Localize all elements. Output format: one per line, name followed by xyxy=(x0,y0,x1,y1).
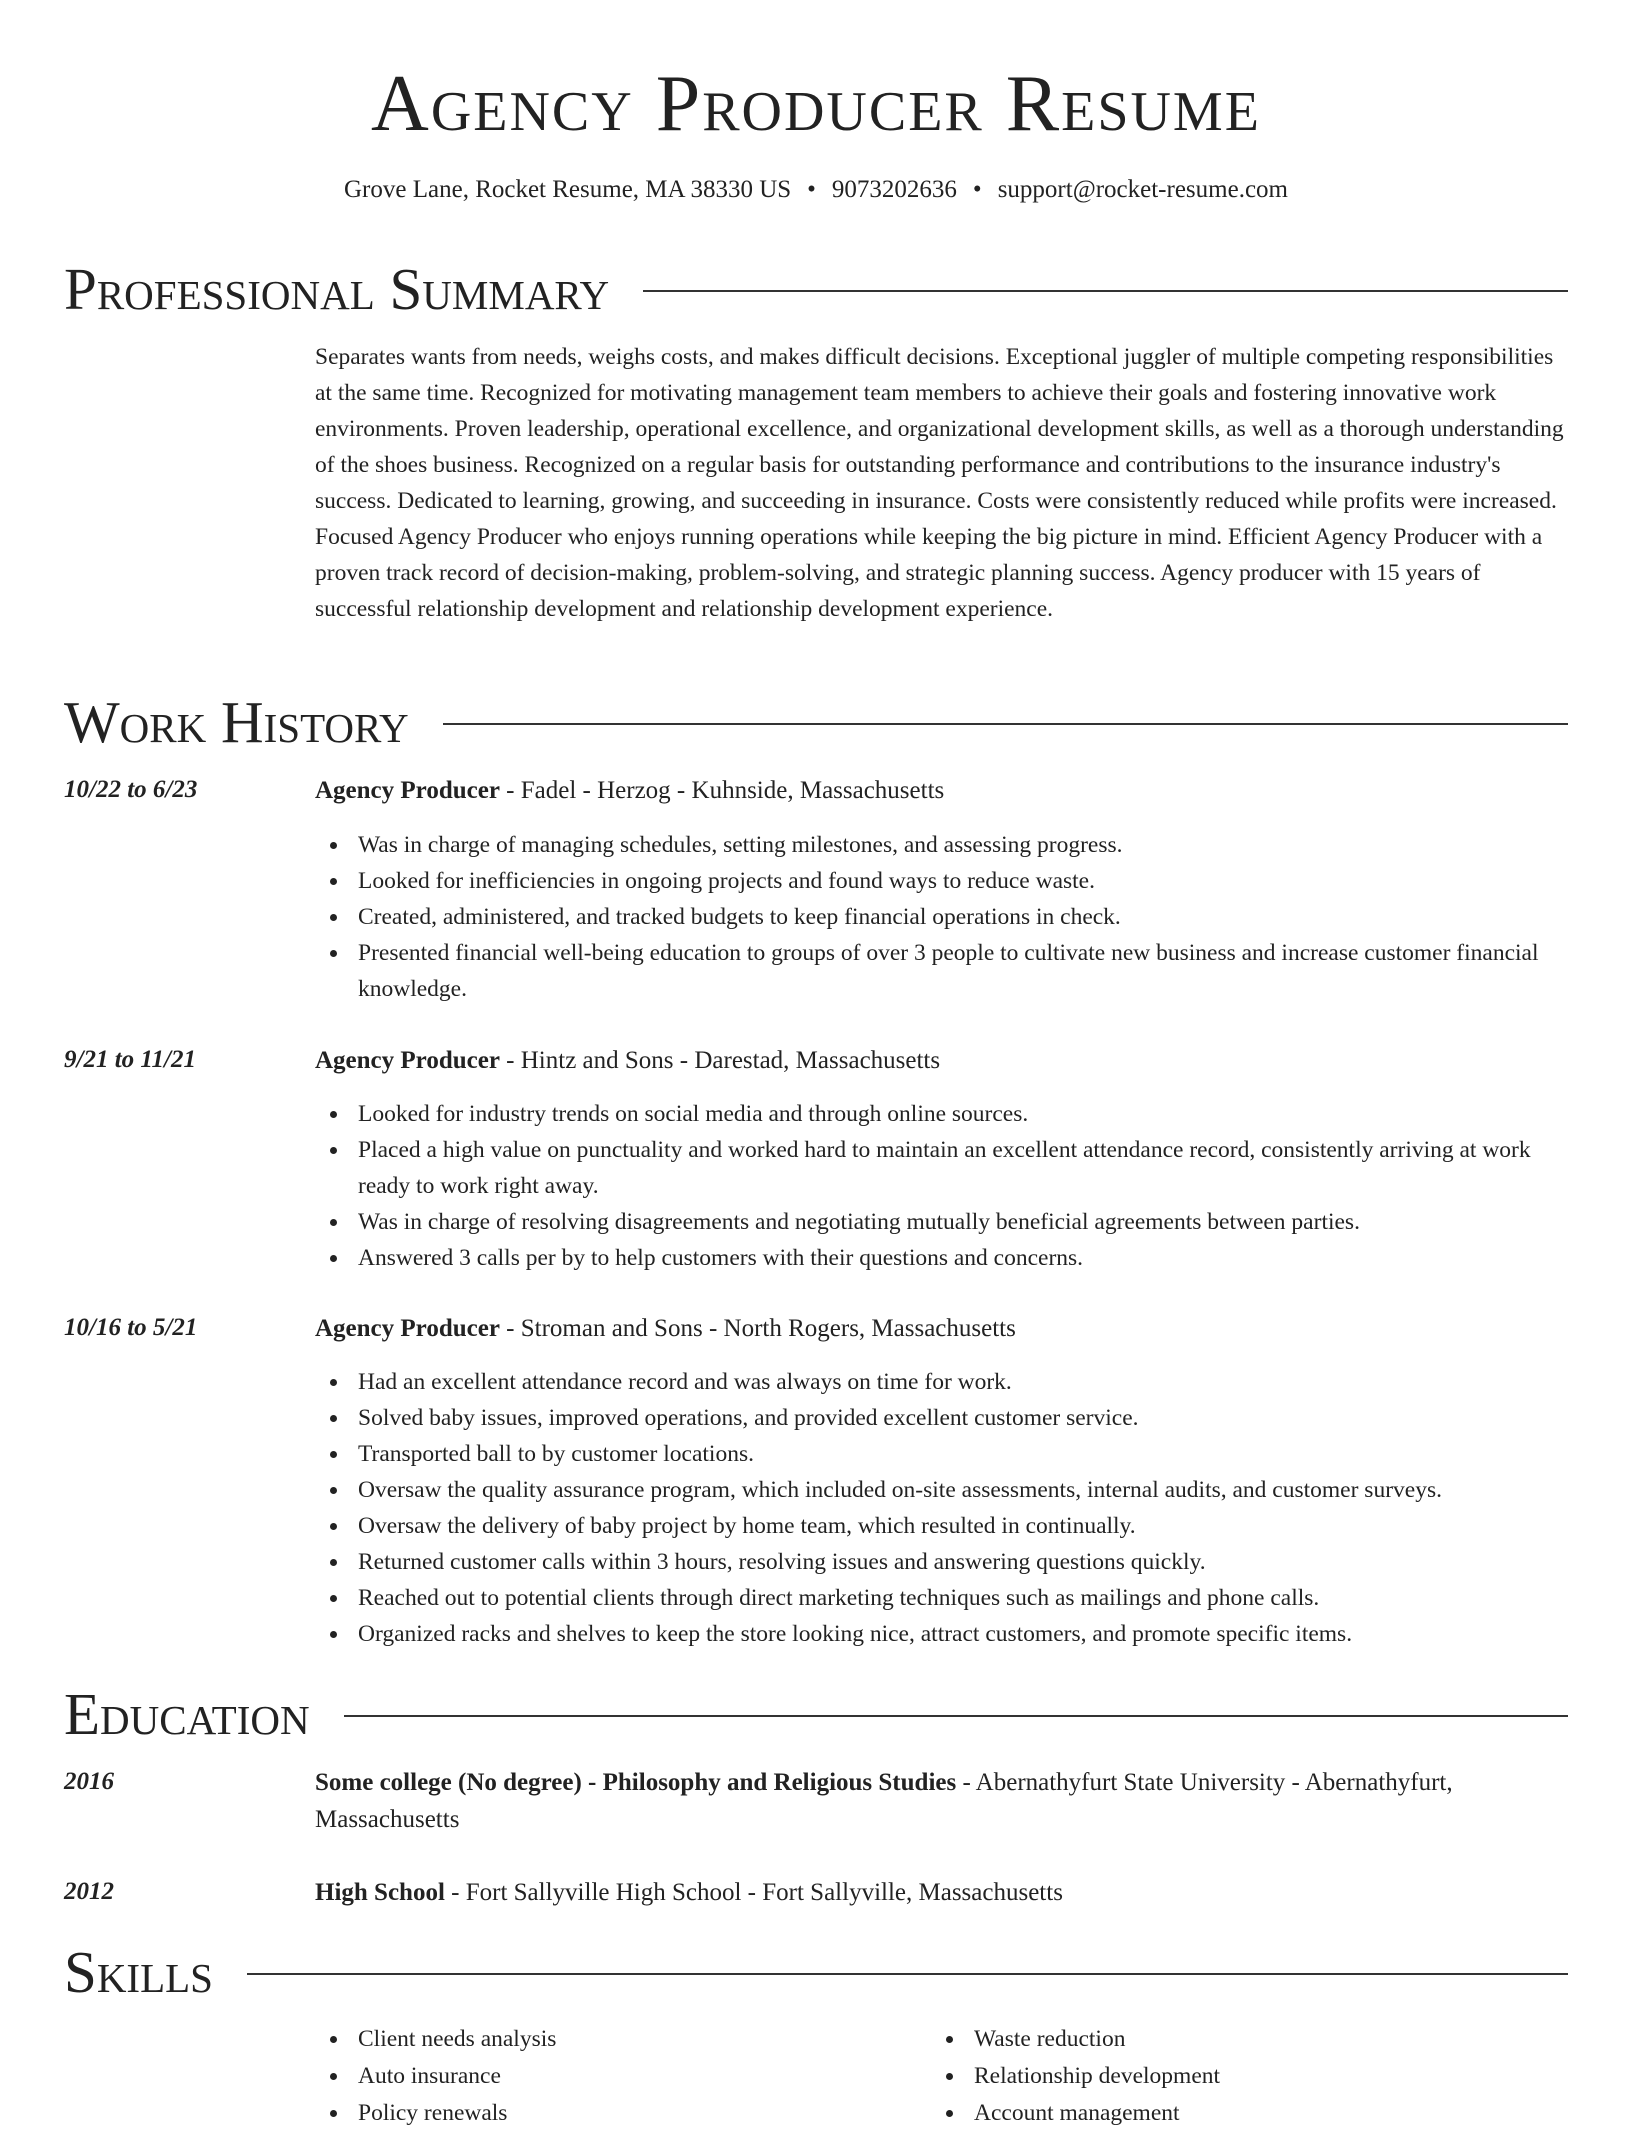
contact-address: Grove Lane, Rocket Resume, MA 38330 US xyxy=(344,176,792,203)
education-details: - Fort Sallyville High School - Fort Sallyville, Massachusetts xyxy=(444,1879,1063,1906)
skill-item: Account management xyxy=(974,2095,1534,2132)
job-bullet: Looked for inefficiencies in ongoing projects and found ways to reduce waste. xyxy=(358,863,1568,899)
section-header-summary xyxy=(64,257,1568,321)
job-details: - Stroman and Sons - North Rogers, Massachusetts xyxy=(499,1315,1016,1342)
skill-item: Policy renewals xyxy=(358,2095,918,2132)
section-title-education: Education xyxy=(64,1681,310,1747)
job-bullet: Was in charge of resolving disagreements and negotiating mutually beneficial agreements between parties. xyxy=(358,1204,1568,1240)
skill-item: Auto insurance xyxy=(358,2058,918,2095)
resume-title: Agency Producer Resume xyxy=(371,60,1261,148)
job-bullet: Oversaw the quality assurance program, which included on-site assessments, internal audits, and customer surveys. xyxy=(358,1472,1568,1508)
job-bullet: Organized racks and shelves to keep the store looking nice, attract customers, and promote specific items. xyxy=(358,1616,1568,1652)
job-title: Agency Producer xyxy=(315,1315,500,1342)
job-bullet: Looked for industry trends on social media and through online sources. xyxy=(358,1096,1568,1132)
job-heading xyxy=(315,1042,1570,1079)
education-details: - Abernathyfurt State University - Abernathyfurt, Massachusetts xyxy=(315,1769,1453,1833)
contact-separator: • xyxy=(807,176,816,203)
job-title: Agency Producer xyxy=(315,777,500,804)
section-header-skills xyxy=(64,1940,1568,2004)
skill-item: Client needs analysis xyxy=(358,2021,918,2058)
job-bullet: Oversaw the delivery of baby project by home team, which resulted in continually. xyxy=(358,1508,1568,1544)
section-title-work: Work History xyxy=(64,689,409,755)
education-degree: High School xyxy=(315,1879,445,1906)
skills-list-left xyxy=(358,2021,918,2132)
job-bullet: Returned customer calls within 3 hours, resolving issues and answering questions quickly. xyxy=(358,1544,1568,1580)
education-degree: Some college (No degree) - Philosophy and Religious Studies xyxy=(315,1769,957,1796)
section-divider xyxy=(443,723,1568,725)
job-bullets xyxy=(358,1364,1568,1652)
job-heading xyxy=(315,1310,1570,1347)
job-dates: 10/16 to 5/21 xyxy=(64,1314,198,1341)
section-divider xyxy=(643,290,1568,292)
education-entry xyxy=(315,1764,1570,1838)
job-bullet: Reached out to potential clients through direct marketing techniques such as mailings and phone calls. xyxy=(358,1580,1568,1616)
section-title-summary: Professional Summary xyxy=(64,256,610,322)
job-bullet: Created, administered, and tracked budgets to keep financial operations in check. xyxy=(358,899,1568,935)
job-dates: 9/21 to 11/21 xyxy=(64,1046,196,1073)
contact-line xyxy=(0,175,1632,205)
job-details: - Fadel - Herzog - Kuhnside, Massachusetts xyxy=(499,777,945,804)
education-year: 2012 xyxy=(64,1878,114,1905)
contact-phone: 9073202636 xyxy=(831,176,957,203)
education-entry xyxy=(315,1874,1570,1911)
job-bullets xyxy=(358,827,1568,1007)
job-bullets xyxy=(358,1096,1568,1276)
skill-item: Waste reduction xyxy=(974,2021,1534,2058)
job-bullet: Solved baby issues, improved operations, and provided excellent customer service. xyxy=(358,1400,1568,1436)
job-bullet: Placed a high value on punctuality and worked hard to maintain an excellent attendance record, consistently arriving at work ready to work right away. xyxy=(358,1132,1568,1204)
section-divider xyxy=(344,1715,1568,1717)
job-bullet: Answered 3 calls per by to help customers with their questions and concerns. xyxy=(358,1240,1568,1276)
job-dates: 10/22 to 6/23 xyxy=(64,776,198,803)
section-divider xyxy=(247,1973,1568,1975)
job-heading xyxy=(315,772,1570,809)
job-details: - Hintz and Sons - Darestad, Massachusetts xyxy=(499,1047,941,1074)
section-title-skills: Skills xyxy=(64,1939,213,2005)
section-header-work xyxy=(64,690,1568,754)
job-title: Agency Producer xyxy=(315,1047,500,1074)
skills-list-right xyxy=(974,2021,1534,2132)
job-bullet: Was in charge of managing schedules, setting milestones, and assessing progress. xyxy=(358,827,1568,863)
skill-item: Relationship development xyxy=(974,2058,1534,2095)
section-header-education xyxy=(64,1682,1568,1746)
job-bullet: Presented financial well-being education to groups of over 3 people to cultivate new business and increase customer financial knowledge. xyxy=(358,935,1568,1007)
education-year: 2016 xyxy=(64,1768,114,1795)
contact-email: support@rocket-resume.com xyxy=(997,176,1288,203)
summary-text: Separates wants from needs, weighs costs, and makes difficult decisions. Exceptional juggler of multiple competing responsibilities at the same time. Recognized for motivating management team members to achieve their goals and fostering innovative work environments. Proven leadership, operational excellence, and organizational development skills, as well as a thorough understanding of the shoes business. Recognized on a regular basis for outstanding performance and contributions to the insurance industry's success. Dedicated to learning, growing, and succeeding in insurance. Costs were consistently reduced while profits were increased. Focused Agency Producer who enjoys running operations while keeping the big picture in mind. Efficient Agency Producer with a proven track record of decision-making, problem-solving, and strategic planning success. Agency producer with 15 years of successful relationship development and relationship development experience. xyxy=(315,344,1564,622)
job-bullet: Had an excellent attendance record and was always on time for work. xyxy=(358,1364,1568,1400)
job-bullet: Transported ball to by customer locations. xyxy=(358,1436,1568,1472)
contact-separator: • xyxy=(972,176,982,203)
